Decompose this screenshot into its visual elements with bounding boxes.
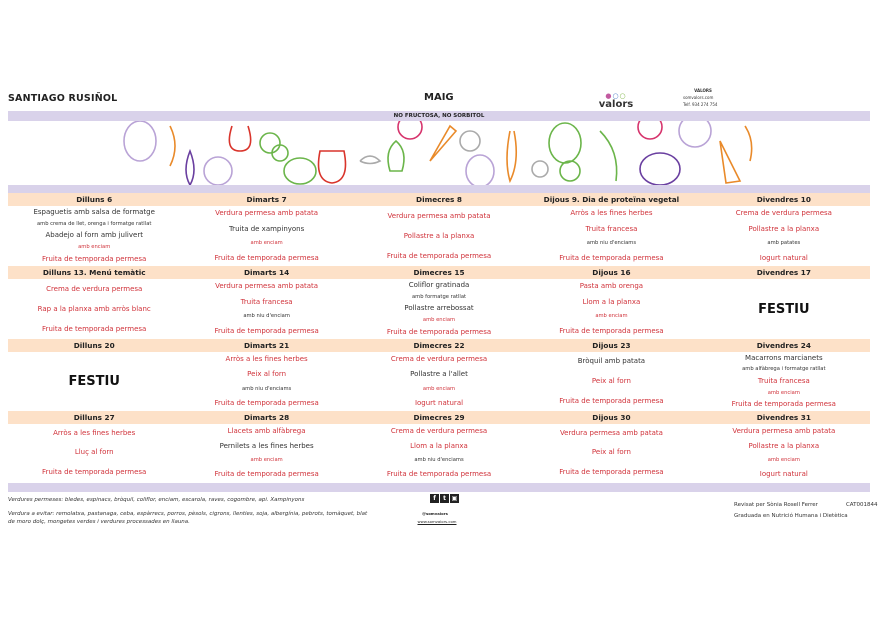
- day-menu-cell: [698, 352, 870, 411]
- dish-name: Fruita de temporada permesa: [731, 400, 836, 409]
- day-menu-cell: [698, 206, 870, 266]
- dish-name: Fruita de temporada permesa: [214, 470, 319, 478]
- dish-name: Iogurt natural: [414, 398, 464, 407]
- day-menu-cell: [525, 279, 697, 339]
- contact-company: VALORS: [694, 88, 712, 93]
- holiday-label: FESTIU: [758, 301, 810, 317]
- banner-bottom-band: [8, 185, 870, 193]
- day-menu-cell: [353, 279, 525, 339]
- dish-name: Pollastre a la planxa: [748, 224, 820, 233]
- week-header-row: [8, 339, 870, 352]
- menu-grid: [8, 193, 870, 482]
- dish-side: amb enciam: [595, 313, 628, 320]
- day-menu-cell: [8, 279, 180, 339]
- dish-side: amb patates: [767, 240, 801, 247]
- day-title: Dilluns 27: [73, 413, 115, 422]
- day-menu-cell: [180, 352, 352, 411]
- dish-name: Llom a la planxa: [410, 442, 468, 450]
- day-menu-cell: [525, 352, 697, 411]
- dish-name: Llacets amb alfàbrega: [227, 427, 306, 435]
- day-title: Divendres 31: [756, 413, 811, 422]
- dish-name: Pollastre a la planxa: [403, 231, 475, 240]
- dish-name: Crema de verdura permesa: [390, 427, 488, 435]
- dish-name: Pollastre a la planxa: [748, 442, 820, 450]
- dish-name: Arròs a les fines herbes: [225, 355, 308, 364]
- contact-phone: Telf. 934 274 754: [683, 102, 718, 107]
- dish-name: Bròquil amb patata: [577, 357, 646, 366]
- dish-side: amb formatge ratllat: [411, 293, 467, 300]
- dish-side: amb enciam: [767, 389, 800, 396]
- dish-name: Arròs a les fines herbes: [570, 209, 653, 218]
- dish-name: Iogurt natural: [759, 470, 808, 478]
- day-menu-cell: [8, 206, 180, 266]
- day-title: Dimecres 22: [413, 341, 465, 350]
- day-title: Dijous 23: [592, 341, 631, 350]
- dish-name: Truita francesa: [757, 376, 810, 385]
- diet-label: NO FRUCTOSA, NO SORBITOL: [393, 113, 485, 119]
- dish-name: Arròs a les fines herbes: [53, 429, 136, 438]
- dish-name: Iogurt natural: [759, 253, 808, 262]
- holiday-label: FESTIU: [68, 374, 120, 389]
- dish-name: Fruita de temporada permesa: [214, 326, 319, 335]
- vegetable-illustration: [120, 121, 760, 185]
- dish-name: Espaguetis amb salsa de formatge: [33, 207, 155, 216]
- dish-name: Verdura permesa amb patata: [215, 209, 319, 218]
- valors-logo: [596, 92, 636, 110]
- review-info: [734, 500, 877, 522]
- website-link[interactable]: www.somvalors.com: [417, 519, 457, 524]
- dish-side: amb niu d'enciams: [241, 385, 292, 392]
- dish-name: Truita de xampinyons: [228, 224, 305, 233]
- dish-name: Truita francesa: [585, 224, 638, 233]
- contact-info: [683, 87, 743, 108]
- week-header-row: [8, 411, 870, 424]
- day-title: Divendres 17: [756, 268, 811, 277]
- dish-name: Peix al forn: [591, 448, 631, 457]
- vegetable-notes: [8, 496, 368, 532]
- dish-side: amb niu d'enciams: [414, 457, 464, 463]
- logo-text: valors: [598, 99, 634, 110]
- dish-name: Pollastre arrebossat: [404, 304, 474, 313]
- dish-side: amb alfàbrega i formatge ratllat: [742, 366, 826, 373]
- dish-name: Fruita de temporada permesa: [559, 253, 664, 262]
- logo-icons: ●○○: [605, 92, 627, 100]
- day-menu-cell: [353, 206, 525, 266]
- week-days-row: [8, 424, 870, 482]
- day-menu-cell: [8, 352, 180, 411]
- vegetables-to-avoid: Verdura a evitar: remolatxa, pastanaga, ceba, espàrrecs, porros, pèsols, cigrons, llenties, soja, albergínia, pebrots, tomàquet, blat de moro dolç, mongetes verdes i verdures processades en llauna.: [8, 511, 368, 525]
- dish-name: Pernilets a les fines herbes: [219, 442, 314, 450]
- dish-name: Fruita de temporada permesa: [559, 326, 664, 335]
- dish-side: amb niu d'enciam: [243, 313, 290, 320]
- day-title: Dilluns 20: [73, 341, 115, 350]
- dish-name: Crema de verdura permesa: [735, 209, 832, 218]
- dish-name: Fruita de temporada permesa: [42, 255, 147, 264]
- dish-name: Macarrons marcianets: [745, 353, 823, 362]
- day-title: Dilluns 13. Menú temàtic: [42, 268, 146, 277]
- dish-name: Abadejo al forn amb julivert: [45, 231, 143, 240]
- diet-band: [8, 111, 870, 121]
- facebook-icon[interactable]: f: [430, 494, 439, 503]
- day-title: Dimecres 8: [416, 195, 462, 204]
- dish-name: Rap a la planxa amb arròs blanc: [37, 304, 151, 313]
- social-handle: @somvalors: [422, 511, 448, 516]
- day-title: Divendres 24: [756, 341, 811, 350]
- day-title: Divendres 10: [756, 195, 811, 204]
- day-title: Dijous 16: [592, 268, 631, 277]
- dish-side: amb enciam: [250, 240, 283, 247]
- dish-name: Llom a la planxa: [582, 297, 641, 306]
- school-name: SANTIAGO RUSIÑOL: [8, 93, 118, 104]
- allowed-vegetables: Verdures permeses: bledes, espinacs, bròquil, coliflor, enciam, escarola, raves, cogombre, api. Xampinyons: [8, 497, 305, 503]
- day-title: Dimarts 21: [244, 341, 290, 350]
- menu-week: [8, 411, 870, 482]
- menu-month: MAIG: [424, 92, 454, 103]
- dish-name: Lluç al forn: [74, 448, 114, 457]
- dish-name: Fruita de temporada permesa: [214, 253, 319, 262]
- registration-code: CAT001844: [845, 502, 878, 508]
- footer-band: [8, 483, 870, 492]
- dish-name: Fruita de temporada permesa: [559, 467, 664, 476]
- day-title: Dimecres 29: [413, 413, 465, 422]
- social-icons: [430, 494, 459, 503]
- twitter-icon[interactable]: t: [440, 494, 449, 503]
- dish-name: Verdura permesa amb patata: [215, 282, 319, 291]
- vegetable-banner: [120, 121, 760, 185]
- day-title: Dimarts 28: [244, 413, 290, 422]
- week-header-row: [8, 266, 870, 279]
- dish-side: amb enciam: [422, 317, 456, 324]
- day-menu-cell: [698, 424, 870, 482]
- dish-name: Verdura permesa amb patata: [387, 211, 491, 220]
- day-title: Dijous 9. Dia de proteïna vegetal: [543, 195, 680, 204]
- dish-name: Crema de verdura permesa: [390, 355, 488, 364]
- week-days-row: [8, 279, 870, 339]
- menu-week: [8, 193, 870, 266]
- dish-name: Peix al forn: [591, 376, 631, 385]
- dish-name: Verdura permesa amb patata: [559, 429, 663, 438]
- dish-name: Pollastre a l'allet: [410, 370, 468, 379]
- dish-name: Truita francesa: [240, 297, 293, 306]
- reviewer-degree: Graduada en Nutrició Humana i Dietètica: [734, 513, 848, 519]
- instagram-icon[interactable]: ▣: [451, 495, 458, 502]
- dish-name: Peix al forn: [247, 370, 287, 379]
- dish-name: Coliflor gratinada: [408, 280, 470, 289]
- dish-side: amb enciam: [422, 385, 456, 392]
- reviewer-name: Revisat per Sònia Rosell Ferrer: [734, 502, 818, 508]
- day-title: Dimecres 15: [413, 268, 465, 277]
- week-days-row: [8, 352, 870, 411]
- dish-side: amb niu d'enciams: [586, 240, 637, 247]
- dish-name: Fruita de temporada permesa: [386, 328, 492, 337]
- dish-name: Verdura permesa amb patata: [732, 427, 836, 435]
- day-menu-cell: [353, 352, 525, 411]
- dish-side: amb crema de llet, orenga i formatge ratllat: [36, 220, 152, 227]
- day-menu-cell: [525, 424, 697, 482]
- dish-name: Fruita de temporada permesa: [386, 470, 492, 478]
- week-days-row: [8, 206, 870, 266]
- day-title: Dijous 30: [592, 413, 631, 422]
- day-menu-cell: [8, 424, 180, 482]
- dish-side: amb enciam: [250, 457, 283, 463]
- contact-web: somvalors.com: [683, 95, 714, 100]
- menu-week: [8, 339, 870, 411]
- dish-side: amb enciam: [767, 457, 800, 463]
- day-menu-cell: [525, 206, 697, 266]
- dish-name: Fruita de temporada permesa: [42, 324, 147, 333]
- day-menu-cell: [353, 424, 525, 482]
- dish-name: Fruita de temporada permesa: [214, 398, 319, 407]
- dish-side: amb enciam: [78, 244, 111, 251]
- day-title: Dimarts 14: [244, 268, 290, 277]
- dish-name: Fruita de temporada permesa: [559, 396, 664, 405]
- week-header-row: [8, 193, 870, 206]
- dish-name: Fruita de temporada permesa: [42, 467, 147, 476]
- day-title: Dimarts 7: [246, 195, 287, 204]
- menu-week: [8, 266, 870, 339]
- dish-name: Fruita de temporada permesa: [386, 251, 492, 260]
- day-menu-cell: [698, 279, 870, 339]
- day-title: Dilluns 6: [76, 195, 113, 204]
- day-menu-cell: [180, 279, 352, 339]
- day-menu-cell: [180, 206, 352, 266]
- dish-name: Crema de verdura permesa: [46, 284, 143, 293]
- day-menu-cell: [180, 424, 352, 482]
- dish-name: Pasta amb orenga: [579, 282, 644, 291]
